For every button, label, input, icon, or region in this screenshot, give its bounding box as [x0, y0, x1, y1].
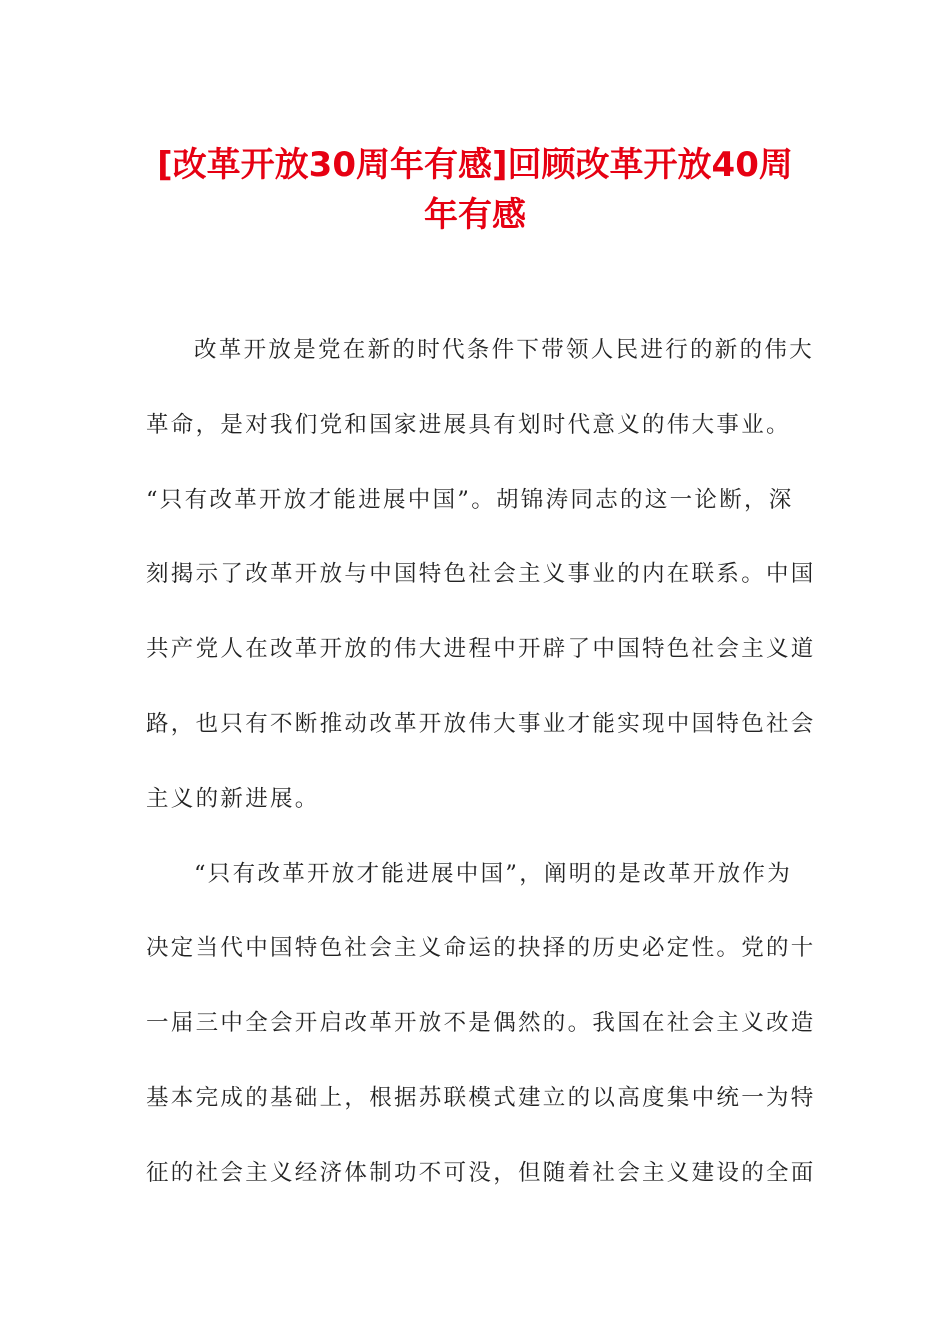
text-line: 路，也只有不断推动改革开放伟大事业才能实现中国特色社会: [146, 710, 816, 737]
text-line: 基本完成的基础上，根据苏联模式建立的以高度集中统一为特: [146, 1084, 816, 1111]
text-line: 刻揭示了改革开放与中国特色社会主义事业的内在联系。中国: [146, 561, 816, 588]
text-line: 决定当代中国特色社会主义命运的抉择的历史必定性。党的十: [146, 935, 816, 962]
document-body: [146, 330, 816, 1228]
text-line: 主义的新进展。: [146, 785, 320, 812]
title-line-1: [改革开放30周年有感]回顾改革开放40周: [157, 145, 793, 185]
text-line: 一届三中全会开启改革开放不是偶然的。我国在社会主义改造: [146, 1010, 816, 1037]
paragraph-1: [146, 330, 816, 854]
text-line: 共产党人在改革开放的伟大进程中开辟了中国特色社会主义道: [146, 636, 816, 663]
paragraph-2: [146, 854, 816, 1228]
document-title: [120, 140, 830, 240]
title-line-2: 年有感: [424, 195, 526, 235]
text-line: 革命，是对我们党和国家进展具有划时代意义的伟大事业。: [146, 411, 791, 438]
text-line: “只有改革开放才能进展中国”，阐明的是改革开放作为: [194, 860, 793, 887]
text-line: “只有改革开放才能进展中国”。胡锦涛同志的这一论断，深: [146, 486, 794, 513]
text-line: 改革开放是党在新的时代条件下带领人民进行的新的伟大: [194, 337, 815, 363]
text-line: 征的社会主义经济体制功不可没，但随着社会主义建设的全面: [146, 1159, 816, 1186]
